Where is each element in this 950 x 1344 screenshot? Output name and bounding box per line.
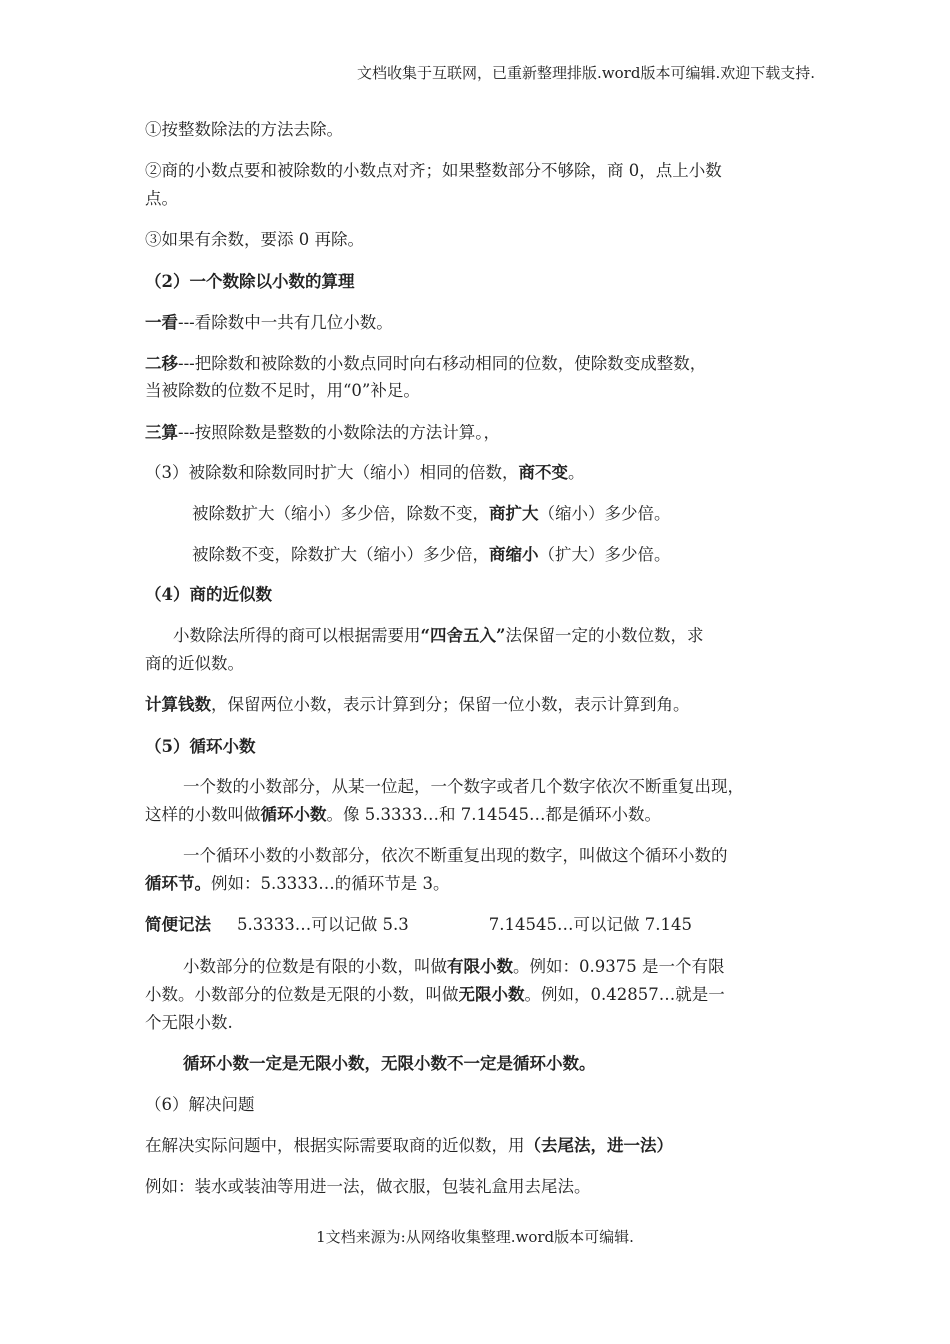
paragraph: 这样的小数叫做循环小数。像 5.3333…和 7.14545…都是循环小数。 — [145, 805, 661, 824]
step-line — [145, 309, 815, 337]
rule-line: 被除数扩大（缩小）多少倍，除数不变，商扩大（缩小）多少倍。 — [192, 504, 671, 523]
paragraph: 在解决实际问题中，根据实际需要取商的近似数，用（去尾法，进一法） — [145, 1136, 673, 1155]
step-text: ---看除数中一共有几位小数。 — [178, 313, 393, 332]
section-heading: （5）循环小数 — [145, 737, 256, 756]
rule-line: 被除数不变，除数扩大（缩小）多少倍，商缩小（扩大）多少倍。 — [192, 545, 671, 564]
step-label: 二移 — [145, 354, 178, 373]
paragraph: 小数。小数部分的位数是无限的小数，叫做无限小数。例如，0.42857…就是一 — [145, 985, 725, 1004]
step-line — [145, 350, 815, 378]
paragraph: 例如：装水或装油等用进一法，做衣服，包装礼盒用去尾法。 — [145, 1177, 591, 1196]
paragraph: 小数部分的位数是有限的小数，叫做有限小数。例如：0.9375 是一个有限 — [183, 957, 725, 976]
paragraph: 一个数的小数部分，从某一位起，一个数字或者几个数字依次不断重复出现， — [183, 777, 744, 796]
page-header: 文档收集于互联网，已重新整理排版.word版本可编辑.欢迎下载支持. — [357, 64, 815, 82]
paragraph: ①按整数除法的方法去除。 — [145, 120, 343, 139]
paragraph: 点。 — [145, 189, 178, 208]
section-heading: （2）一个数除以小数的算理 — [145, 272, 355, 291]
paragraph: 计算钱数，保留两位小数，表示计算到分；保留一位小数，表示计算到角。 — [145, 695, 690, 714]
paragraph: 一个循环小数的小数部分，依次不断重复出现的数字，叫做这个循环小数的 — [183, 846, 728, 865]
step-text: ---按照除数是整数的小数除法的方法计算。， — [178, 423, 500, 442]
step-label: 三算 — [145, 423, 178, 442]
page-footer: 1文档来源为:从网络收集整理.word版本可编辑. — [316, 1228, 634, 1246]
section-heading: （6）解决问题 — [145, 1095, 255, 1114]
paragraph: 小数除法所得的商可以根据需要用“四舍五入”法保留一定的小数位数，求 — [173, 626, 704, 645]
key-statement: 循环小数一定是无限小数，无限小数不一定是循环小数。 — [183, 1054, 596, 1073]
paragraph: ③如果有余数，要添 0 再除。 — [145, 230, 364, 249]
paragraph: 个无限小数. — [145, 1013, 233, 1032]
section-heading: （3）被除数和除数同时扩大（缩小）相同的倍数，商不变。 — [145, 463, 585, 482]
notation-line: 简便记法 5.3333…可以记做 5.3 7.14545…可以记做 7.145 — [145, 915, 692, 934]
step-label: 一看 — [145, 313, 178, 332]
paragraph: 循环节。例如：5.3333…的循环节是 3。 — [145, 874, 450, 893]
paragraph: 商的近似数。 — [145, 654, 244, 673]
step-line — [145, 419, 815, 447]
paragraph: 当被除数的位数不足时，用“0”补足。 — [145, 381, 420, 400]
step-text: ---把除数和被除数的小数点同时向右移动相同的位数，使除数变成整数， — [178, 354, 707, 373]
paragraph: ②商的小数点要和被除数的小数点对齐；如果整数部分不够除，商 0，点上小数 — [145, 161, 722, 180]
section-heading: （4）商的近似数 — [145, 585, 272, 604]
